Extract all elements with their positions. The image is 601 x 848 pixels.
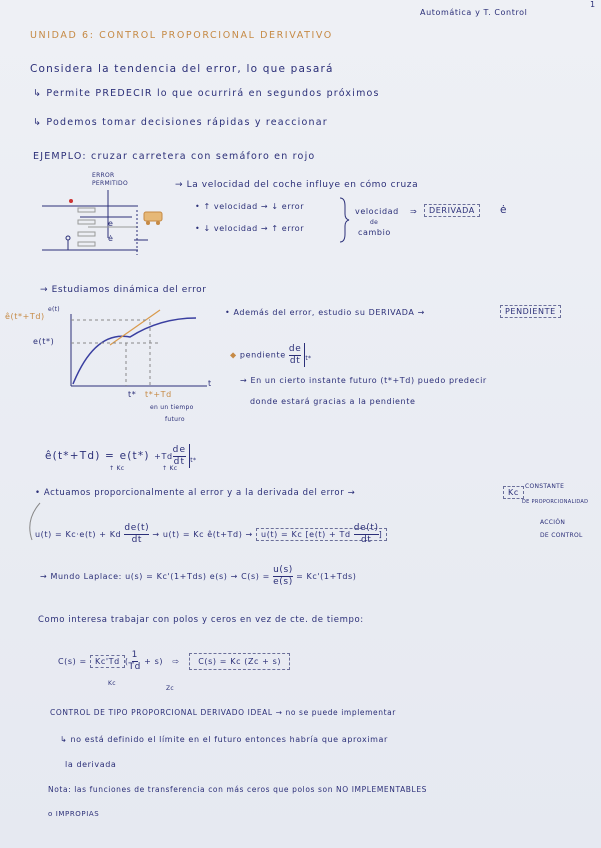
prediction-e: e(t*) — [119, 450, 150, 462]
dynamics-note-3: donde estará gracias a la pendiente — [250, 397, 416, 406]
eval-point: t* — [190, 457, 197, 465]
frac-den: Td — [128, 662, 141, 672]
poles-equation — [58, 650, 290, 673]
prediction-td: +Td — [154, 452, 173, 461]
road-crossing-diagram — [42, 190, 162, 255]
intro-line-3: ↳ Podemos tomar decisiones rápidas y reaccionar — [33, 117, 328, 128]
frac-den: e(s) — [273, 577, 293, 587]
constant-label-2: DE PROPORCIONALIDAD — [522, 499, 589, 505]
graph-y-axis-label: e(t) — [48, 306, 60, 313]
constant-label-1: CONSTANTE — [525, 483, 565, 490]
diagram-e: e — [108, 219, 114, 228]
diagram-label-permitido: PERMITIDO — [92, 180, 129, 187]
graph-future-note-1: en un tiempo — [150, 404, 194, 411]
derivative-fraction — [289, 344, 301, 367]
example-point-1: → La velocidad del coche influye en cómo cruza — [175, 180, 419, 190]
frac-num: de(t) — [124, 523, 150, 533]
frac-den: dt — [289, 355, 301, 366]
eq1-fraction — [124, 523, 149, 546]
frac-num: de — [288, 343, 302, 354]
eq2: → u(t) = Kc ê(t+Td) → — [152, 530, 253, 539]
control-action-box — [256, 523, 387, 545]
frac-den: dt — [131, 535, 143, 545]
example-point-2: • ↑ velocidad → ↓ error — [195, 202, 305, 211]
arrow: ⇒ — [410, 207, 418, 216]
eq3-fraction — [354, 523, 379, 546]
graph-yhat-label: ê(t*+Td) — [5, 312, 45, 321]
dynamics-note-1: • Además del error, estudio su DERIVADA → — [225, 308, 425, 317]
eq1: u(t) = Kc·e(t) + Kd — [35, 530, 122, 539]
graph-future-note-2: futuro — [165, 416, 185, 423]
rate-label-1: velocidad — [355, 207, 399, 216]
eval-point: t* — [305, 355, 312, 363]
zc-label: Zc — [166, 685, 175, 692]
graph-tstar-label: t* — [128, 390, 137, 399]
conclusion-line-1: CONTROL DE TIPO PROPORCIONAL DERIVADO IDEAL → no se puede implementar — [50, 708, 396, 717]
control-equation — [35, 523, 387, 546]
kc-label-2: ↑ Kc — [162, 465, 178, 472]
intro-line-2: ↳ Permite PREDECIR lo que ocurrirá en segundos próximos — [33, 88, 380, 99]
implies-arrow: ⇨ — [172, 657, 180, 666]
intro-line-1: Considera la tendencia del error, lo que pasará — [30, 63, 334, 75]
frac-num: u(s) — [273, 565, 293, 575]
derivada-box: DERIVADA — [424, 204, 480, 217]
eq-b: C(s) = Kc (Zc + s) — [189, 653, 290, 670]
kc-label: Kc — [108, 680, 116, 687]
frac-den: dt — [173, 456, 186, 467]
edot-symbol: ė — [500, 204, 508, 216]
frac-num: de — [172, 444, 187, 455]
dynamics-note-2: → En un cierto instante futuro (t*+Td) puedo predecir — [240, 376, 487, 385]
dynamics-heading: → Estudiamos dinámica del error — [40, 285, 207, 295]
diagram-edot: ė — [108, 234, 114, 243]
conclusion-line-2: ↳ no está definido el límite en el futuro entonces habría que aproximar — [60, 735, 388, 744]
diagram-label-error: ERROR — [92, 172, 115, 179]
conclusion-line-3: la derivada — [65, 760, 117, 769]
frac-den: dt — [360, 535, 372, 545]
eq-fraction — [129, 650, 141, 673]
pendiente-box: PENDIENTE — [500, 305, 561, 318]
rate-label-3: cambio — [358, 228, 391, 237]
rate-label-2: de — [370, 219, 379, 226]
eq-kc: Kc'Td — [90, 655, 125, 668]
laplace-end: = Kc'(1+Tds) — [296, 572, 357, 581]
page-number: 1 — [590, 0, 596, 9]
poles-text: Como interesa trabajar con polos y ceros en vez de cte. de tiempo: — [38, 615, 364, 625]
eq-open: ( — [124, 657, 129, 666]
prediction-lhs: ê(t*+Td) = — [45, 450, 116, 462]
brace — [340, 198, 349, 242]
example-heading: EJEMPLO: cruzar carretera con semáforo en rojo — [33, 151, 316, 162]
note-line-2: o IMPROPIAS — [48, 810, 100, 818]
accion-label-2: DE CONTROL — [540, 532, 583, 539]
pendiente-text: pendiente — [239, 350, 286, 360]
laplace-text: → Mundo Laplace: u(s) = Kc'(1+Tds) e(s) → C(s) = — [40, 572, 270, 581]
eq3-end: ] — [378, 530, 383, 539]
action-text: • Actuamos proporcionalmente al error y a la derivada del error → — [35, 488, 356, 498]
eq-close: + s) — [144, 657, 164, 666]
laplace-equation — [40, 565, 357, 588]
note-line-1: Nota: las funciones de transferencia con más ceros que polos son NO IMPLEMENTABLES — [48, 785, 428, 794]
graph-ystar-label: e(t*) — [33, 337, 55, 346]
page-title: UNIDAD 6: CONTROL PROPORCIONAL DERIVATIVO — [30, 30, 333, 41]
kc-label-1: ↑ Kc — [109, 465, 125, 472]
frac-num: de(t) — [353, 523, 379, 533]
error-graph — [71, 310, 207, 386]
accion-label-1: ACCIÓN — [540, 519, 566, 526]
laplace-fraction — [273, 565, 293, 588]
pendiente-label: ◆ pendiente $\frac{de}{dt}$ $_{t*}$ — [230, 343, 312, 366]
example-point-3: • ↓ velocidad → ↑ error — [195, 224, 305, 233]
frac-num: 1 — [131, 650, 138, 660]
subject-header: Automática y T. Control — [420, 8, 528, 17]
graph-tfuture-label: t*+Td — [145, 390, 172, 399]
eq-a: C(s) = — [58, 657, 87, 666]
graph-x-axis-label: t — [208, 379, 212, 388]
kc-box: Kc — [503, 486, 524, 499]
eq3: u(t) = Kc [e(t) + Td — [261, 530, 351, 539]
